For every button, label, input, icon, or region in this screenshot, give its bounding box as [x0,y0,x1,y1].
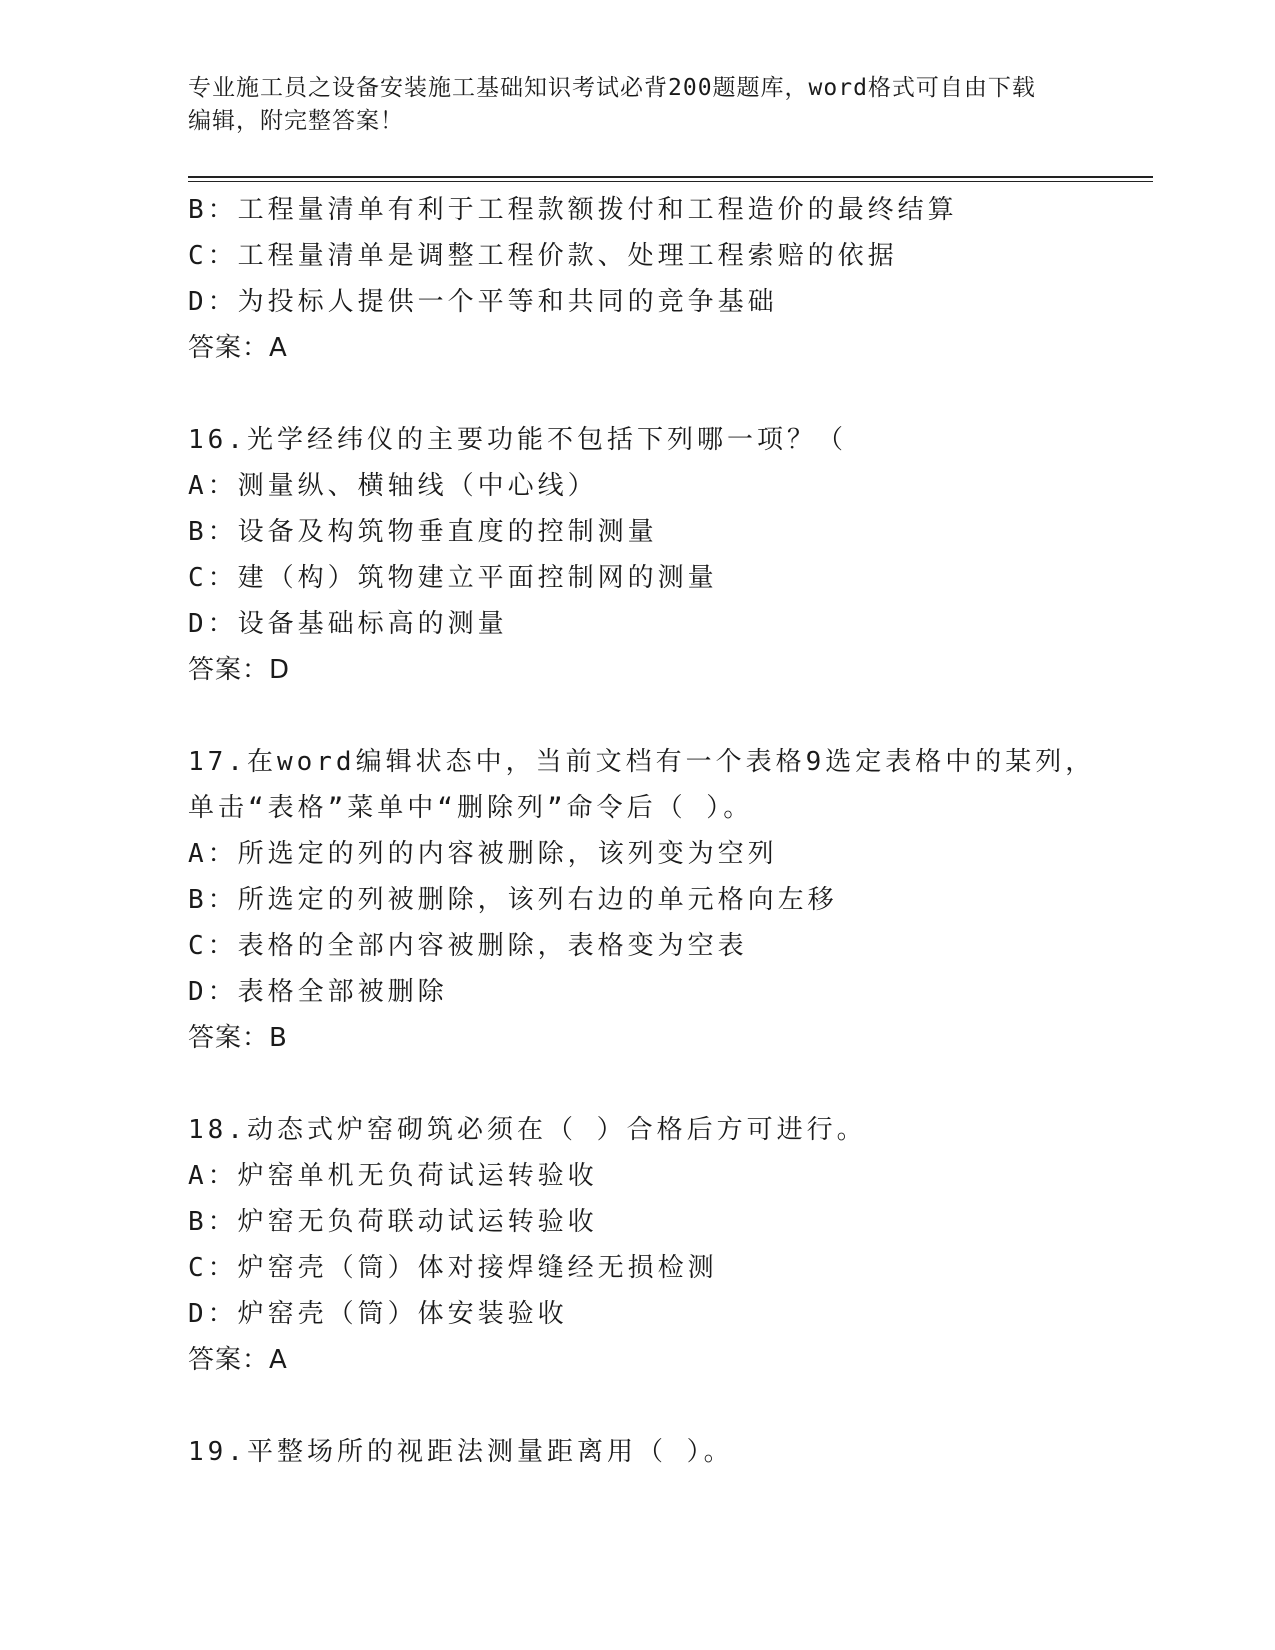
answer-line: 答案：B [188,1023,288,1053]
question-line: B：设备及构筑物垂直度的控制测量 [188,517,658,547]
question-line: D：为投标人提供一个平等和共同的竞争基础 [188,287,778,317]
document-header [188,72,1088,138]
answer-line: 答案：A [188,1345,288,1375]
question-line: 19.平整场所的视距法测量距离用（ ）。 [188,1437,734,1467]
question-line: A：炉窑单机无负荷试运转验收 [188,1161,598,1191]
question-block [188,739,1153,1107]
question-line: 17.在word编辑状态中，当前文档有一个表格9选定表格中的某列， [188,747,1096,777]
question-line: A：所选定的列的内容被删除，该列变为空列 [188,839,778,869]
answer-line: 答案：A [188,333,288,363]
block-spacer [188,371,1153,417]
question-list [188,187,1153,1475]
question-line: C：工程量清单是调整工程价款、处理工程索赔的依据 [188,241,898,271]
answer-line: 答案：D [188,655,291,685]
question-block [188,417,1153,739]
question-block [188,1429,1153,1475]
question-line: B：炉窑无负荷联动试运转验收 [188,1207,598,1237]
question-line: 单击“表格”菜单中“删除列”命令后（ ）。 [188,793,754,823]
question-line: D：炉窑壳（筒）体安装验收 [188,1299,568,1329]
question-block [188,1107,1153,1429]
question-line: 16.光学经纬仪的主要功能不包括下列哪一项？（ [188,425,847,455]
block-spacer [188,1061,1153,1107]
question-line: A：测量纵、横轴线（中心线） [188,471,598,501]
question-line: C：表格的全部内容被删除，表格变为空表 [188,931,748,961]
header-rule-thick [188,176,1153,178]
question-line: B：所选定的列被删除，该列右边的单元格向左移 [188,885,838,915]
question-line: 18.动态式炉窑砌筑必须在（ ）合格后方可进行。 [188,1115,867,1145]
header-title-line-1: 专业施工员之设备安装施工基础知识考试必背200题题库，word格式可自由下载 [188,75,1036,101]
question-line: C：炉窑壳（筒）体对接焊缝经无损检测 [188,1253,718,1283]
header-title-line-2: 编辑，附完整答案！ [188,108,404,134]
question-block [188,187,1153,417]
question-line: D：表格全部被删除 [188,977,448,1007]
block-spacer [188,693,1153,739]
question-line: B：工程量清单有利于工程款额拨付和工程造价的最终结算 [188,195,958,225]
question-line: D：设备基础标高的测量 [188,609,508,639]
question-line: C：建（构）筑物建立平面控制网的测量 [188,563,718,593]
header-rule-thin [188,181,1153,182]
block-spacer [188,1383,1153,1429]
